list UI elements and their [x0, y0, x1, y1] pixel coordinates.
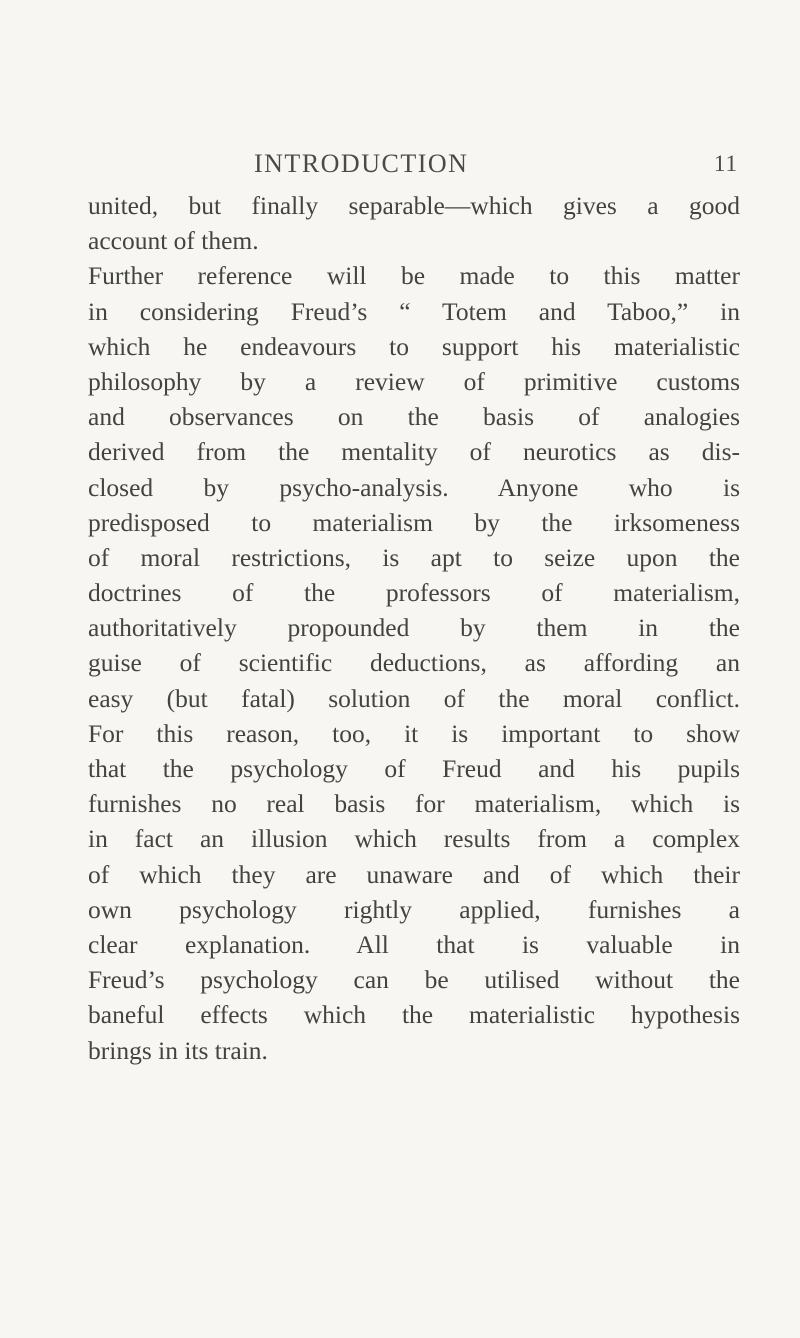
text-line: For this reason, too, it is important to show — [88, 718, 740, 748]
text-line: baneful effects which the materialistic hypothesis — [88, 1000, 740, 1030]
text-line: in fact an illusion which results from a complex — [88, 824, 740, 854]
text-line: which he endeavours to support his materialistic — [88, 331, 740, 361]
text-line: united, but finally separable—which gives a good — [88, 191, 740, 220]
text-line: guise of scientific deductions, as affording an — [88, 648, 740, 678]
text-line: in considering Freud’s “ Totem and Taboo,” in — [88, 296, 740, 326]
text-line: brings in its train. — [88, 1035, 268, 1065]
text-line: authoritatively propounded by them in the — [88, 613, 740, 643]
body-text — [88, 188, 740, 1068]
page-number: 11 — [713, 151, 738, 176]
page-header — [88, 148, 738, 180]
text-line: furnishes no real basis for materialism, which is — [88, 789, 740, 819]
text-line: derived from the mentality of neurotics as dis- — [88, 437, 740, 467]
text-line: own psychology rightly applied, furnishes a — [88, 894, 740, 924]
text-line: and observances on the basis of analogies — [88, 402, 740, 432]
text-line: clear explanation. All that is valuable in — [88, 929, 740, 959]
text-line: of moral restrictions, is apt to seize upon the — [88, 542, 740, 572]
text-line: Freud’s psychology can be utilised without the — [88, 965, 740, 995]
text-line: easy (but fatal) solution of the moral conflict. — [88, 683, 740, 713]
text-line: Further reference will be made to this matter — [88, 261, 740, 291]
text-line: predisposed to materialism by the irksomeness — [88, 507, 740, 537]
text-line: philosophy by a review of primitive customs — [88, 366, 740, 396]
text-line: account of them. — [88, 226, 259, 256]
text-line: closed by psycho-analysis. Anyone who is — [88, 472, 740, 502]
text-line: doctrines of the professors of materialism, — [88, 578, 740, 608]
text-line: that the psychology of Freud and his pupils — [88, 754, 740, 783]
text-line: of which they are unaware and of which their — [88, 859, 740, 889]
running-head: INTRODUCTION — [254, 149, 469, 178]
